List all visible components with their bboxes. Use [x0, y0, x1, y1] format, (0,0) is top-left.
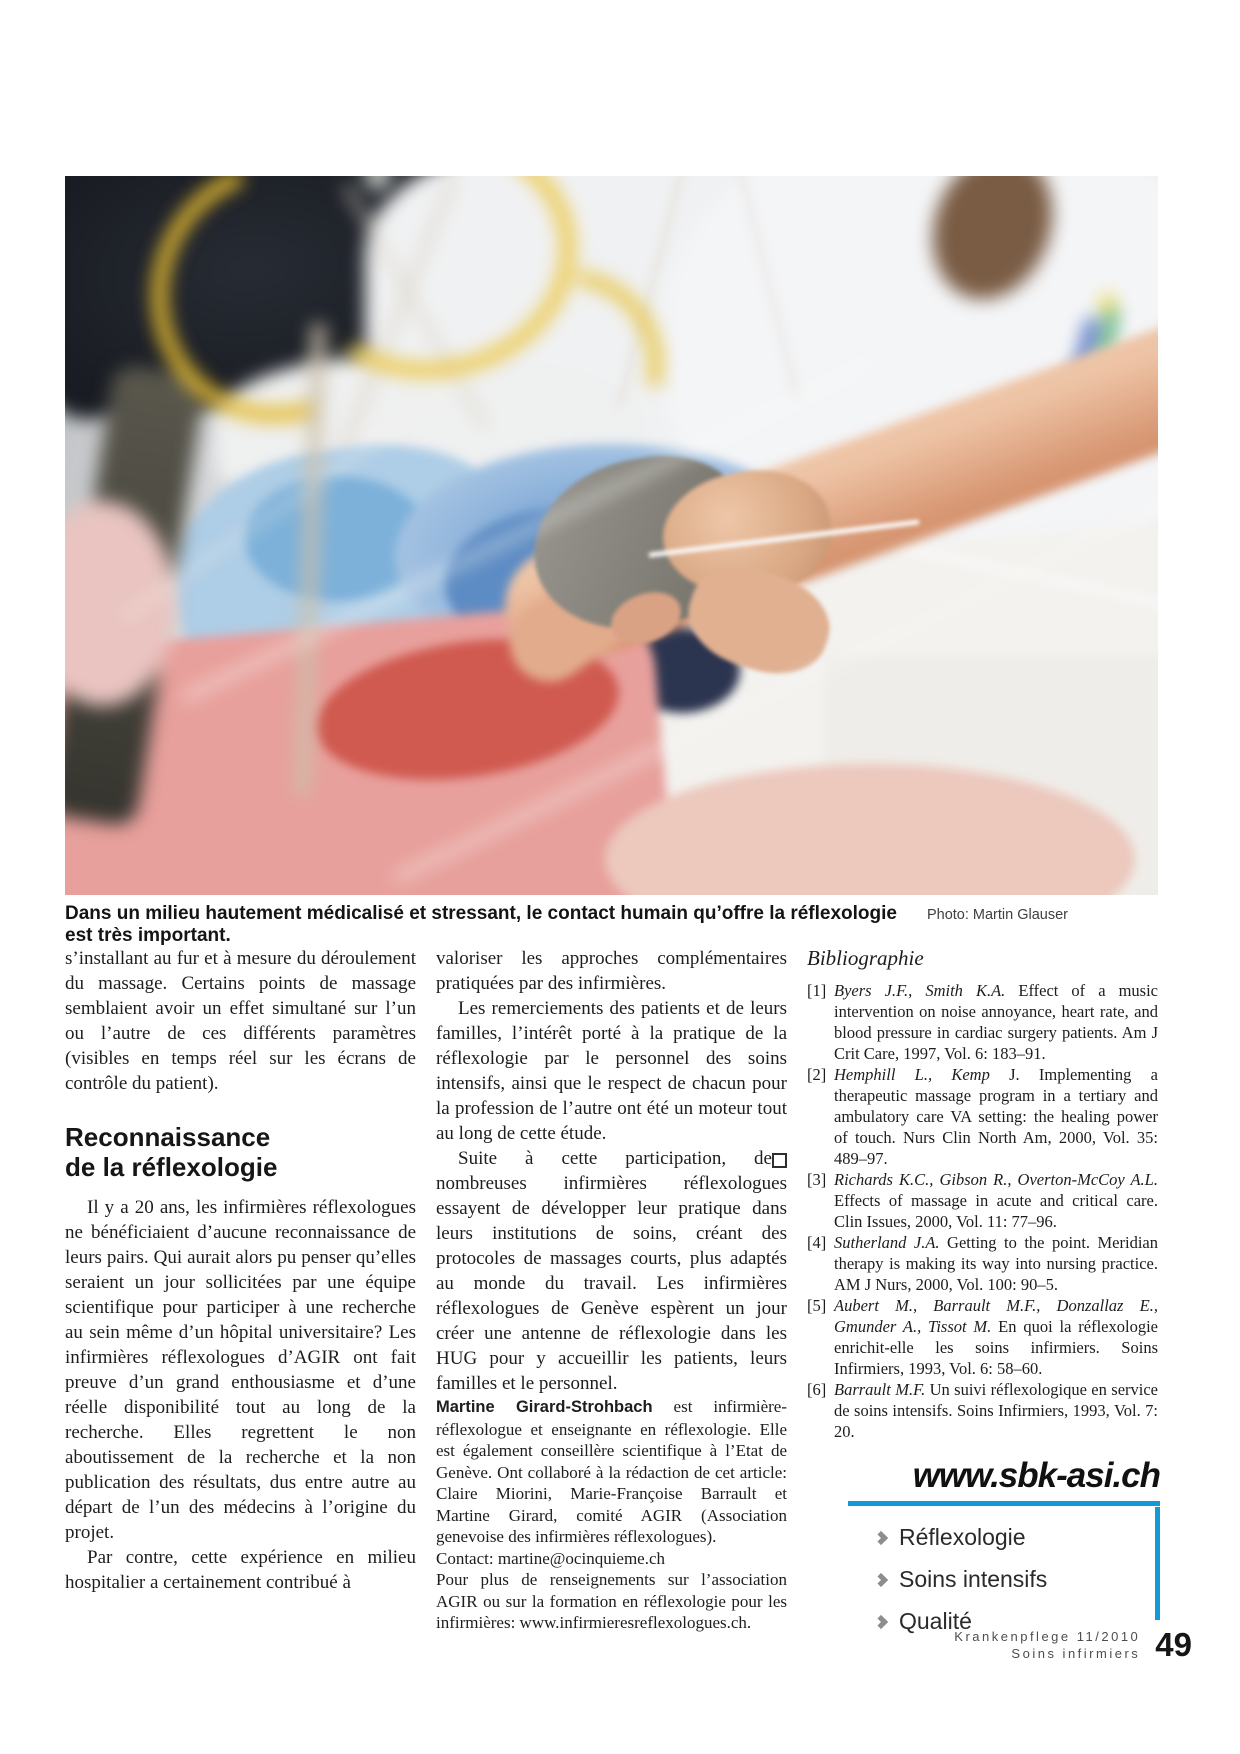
sbk-links: [848, 1506, 1160, 1635]
reference-authors: Byers J.F., Smith K.A.: [834, 981, 1006, 1000]
bibliography-entry: [807, 980, 1158, 1064]
reference-authors: Richards K.C., Gibson R., Overton-McCoy A.L.: [834, 1170, 1158, 1189]
sbk-link-label: Soins intensifs: [899, 1566, 1048, 1592]
sbk-link-label: Qualité: [899, 1608, 972, 1634]
contact-line: Contact: martine@ocinquieme.ch: [436, 1548, 666, 1568]
sbk-link-label: Réflexologie: [899, 1524, 1026, 1550]
chevron-right-icon: [874, 1573, 888, 1587]
paragraph: valoriser les approches complémentaires pratiquées par des infirmières.: [436, 948, 787, 994]
end-of-article-mark: [772, 1153, 787, 1168]
sbk-link-r-flexologie[interactable]: [876, 1524, 1160, 1551]
accent-vertical-rule: [1155, 1507, 1160, 1620]
reference-text: Getting to the point. Meridian therapy is making its way into nursing practice. AM J Nurs, 2000, Vol. 100: 90–5.: [834, 1233, 1158, 1294]
sbk-website-link[interactable]: www.sbk-asi.ch: [912, 1456, 1160, 1495]
page-footer: [820, 1626, 1192, 1664]
reference-number: [3]: [807, 1170, 827, 1189]
page-number: 49: [1155, 1626, 1192, 1663]
author-bio: Martine Girard-Strohbach est infirmière-réflexologue et enseignante en réflexologie. Elle est également conseillère scientifique à l’Etat de Genève. Ont collaboré à la rédaction de cet article: Claire Miorini, Marie-Françoise Barrault et Martine Girard, comité AGIR (Association genevoise des infirmières réflexologues).: [436, 1397, 787, 1546]
column-2: [436, 946, 787, 1634]
reference-text: En quoi la réflexologie enrichit-elle les soins infirmiers. Soins Infirmiers, 1993, Vol. 6: 58–60.: [834, 1317, 1158, 1378]
photo-caption: Dans un milieu hautement médicalisé et stressant, le contact humain qu’offre la réflexologie est très important.: [65, 903, 897, 946]
journal-info: Krankenpflege 11/2010 Soins infirmiers: [954, 1629, 1141, 1661]
paragraph: Par contre, cette expérience en milieu hospitalier a certainement contribué à: [65, 1547, 416, 1593]
reference-text: Effects of massage in acute and critical care. Clin Issues, 2000, Vol. 11: 77–96.: [834, 1191, 1158, 1231]
paragraph: Il y a 20 ans, les infirmières réflexologues ne bénéficiaient d’aucune reconnaissance de leurs pairs. Qui aurait alors pu penser qu’elles seraient un jour sollicitées par une équipe scientifique pour participer à une recherche au sein même d’un hôpital universitaire? Les infirmières réflexologues d’AGIR ont fait preuve d’un grand enthousiasme et d’une réelle disponibilité tout au long de la recherche. Elles regrettent le non aboutissement de la recherche et la non publication des résultats, dus entre autre au départ de l’un des médecins à l’origine du projet.: [65, 1197, 416, 1543]
reference-authors: Sutherland J.A.: [834, 1233, 940, 1252]
reference-authors: Hemphill L., Kemp: [834, 1065, 990, 1084]
bibliography-entry: [807, 1232, 1158, 1295]
caption-row: [65, 903, 1158, 947]
bibliography-title: Bibliographie: [807, 946, 924, 970]
reference-text: Un suivi réflexologique en service de soins intensifs. Soins Infirmiers, 1993, Vol. 7: 20.: [834, 1380, 1158, 1441]
bibliography-entry: [807, 1295, 1158, 1379]
bibliography-entry: [807, 1379, 1158, 1442]
reference-number: [5]: [807, 1296, 827, 1315]
photo-foreground-layer: [65, 176, 1158, 895]
reference-number: [6]: [807, 1380, 827, 1399]
reference-number: [2]: [807, 1065, 827, 1084]
paragraph: s’installant au fur et à mesure du déroulement du massage. Certains points de massage semblaient avoir un effet simultané sur l’un ou l’autre de ces différents paramètres (visibles en temps réel sur les écrans de contrôle du patient).: [65, 948, 416, 1094]
reference-number: [4]: [807, 1233, 827, 1252]
paragraph: Suite à cette participation, de nombreuses infirmières réflexologues essayent de développer leur pratique dans leurs institutions de soins, créant des protocoles de massages courts, plus adaptés au monde du travail. Les infirmières réflexologues de Genève espèrent un jour créer une antenne de réflexologie dans les HUG pour y accueillir les patients, leurs familles et le personnel.: [436, 1148, 787, 1394]
sbk-link-soins-intensifs[interactable]: [876, 1566, 1160, 1593]
photo-credit: Photo: Martin Glauser: [926, 907, 1068, 923]
reference-authors: Aubert M., Barrault M.F., Donzallaz E., Gmunder A., Tissot M.: [834, 1296, 1158, 1336]
chevron-right-icon: [874, 1531, 888, 1545]
article-photo: [65, 176, 1158, 895]
bibliography-list: [807, 980, 1158, 1442]
reference-text: J. Implementing a therapeutic massage program in a tertiary and ambulatory care VA setting: the healing power of touch. Nurs Clin North Am, 2000, Vol. 35: 489–97.: [834, 1065, 1158, 1168]
paragraph: Les remerciements des patients et de leurs familles, l’intérêt porté à la pratique de la réflexologie par le personnel des soins intensifs, ainsi que le respect de chacun pour la profession de l’autre ont été un moteur tout au long de cette étude.: [436, 998, 787, 1144]
author-name: Martine Girard-Strohbach: [436, 1398, 653, 1416]
bibliography-entry: [807, 1169, 1158, 1232]
reference-authors: Barrault M.F.: [834, 1380, 926, 1399]
reference-text: Effect of a music intervention on noise annoyance, heart rate, and blood pressure in cardiac surgery patients. Am J Crit Care, 1997, Vol. 6: 183–91.: [834, 981, 1159, 1063]
more-info: Pour plus de renseignements sur l’association AGIR ou sur la formation en réflexologie pour les infirmières: www.infirmieresreflexologues.ch.: [436, 1570, 787, 1632]
column-1: [65, 946, 416, 1634]
bibliography-entry: [807, 1064, 1158, 1169]
reference-number: [1]: [807, 981, 827, 1000]
section-heading: Reconnaissance de la réflexologie: [65, 1122, 278, 1182]
sbk-asi-box: [848, 1456, 1160, 1635]
